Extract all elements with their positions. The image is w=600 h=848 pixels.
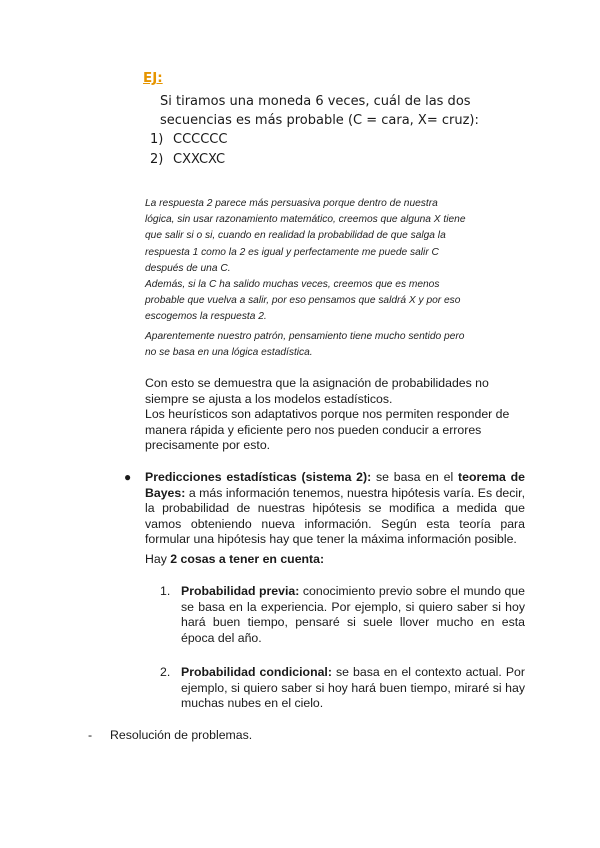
considerations-intro (145, 552, 324, 568)
text-line: Aparentemente nuestro patrón, pensamiento tiene mucho sentido pero (145, 331, 465, 342)
item-text (181, 584, 525, 646)
item-number: 1. (160, 584, 171, 598)
item-number: 2. (160, 665, 171, 679)
text-line: Además, si la C ha salido muchas veces, creemos que es menos (145, 279, 440, 291)
intro-bold: 2 cosas a tener en cuenta: (170, 552, 325, 566)
text-line: precisamente por esto. (145, 438, 271, 453)
dash-item-text: Resolución de problemas. (110, 728, 253, 742)
body-paragraph (145, 376, 515, 454)
text-line: Los heurísticos son adaptativos porque nos permiten responder de (145, 407, 510, 422)
example-question-line: Si tiramos una moneda 6 veces, cuál de las dos (160, 94, 471, 109)
option-number: 1) (150, 132, 164, 147)
text-line: probable que vuelva a salir, por eso pensamos que saldrá X y por eso (145, 295, 461, 307)
bullet-text-b: a más información tenemos, nuestra hipótesis varía. Es decir, la probabilidad de nuestras hipótesis se modifica a medida que vamos obteniendo nueva información. Según esta teoría para formular una hipótesis hay que tener la máxima información posible. (145, 485, 525, 547)
item-body: se basa en el contexto actual. Por ejemplo, si quiero saber si hoy hará buen tiempo, miraré si hay muchas nubes en el cielo. (181, 665, 525, 711)
bullet-text-a: se basa en el (371, 470, 459, 484)
item-title: Probabilidad previa: (181, 584, 300, 598)
italic-paragraph-1 (145, 196, 505, 326)
option-text: CXXCXC (173, 152, 226, 167)
example-options (150, 130, 227, 170)
bullet-icon: ● (124, 470, 132, 484)
bullet-paragraph (145, 470, 525, 548)
example-question (160, 92, 490, 130)
text-line: manera rápida y eficiente pero nos pueden conducir a errores (145, 422, 482, 437)
example-label: EJ: (143, 70, 163, 86)
text-line: Con esto se demuestra que la asignación de probabilidades no (145, 376, 489, 390)
text-line: La respuesta 2 parece más persuasiva porque dentro de nuestra (145, 198, 438, 209)
text-line: no se basa en una lógica estadística. (145, 347, 313, 359)
item-title: Probabilidad condicional: (181, 665, 332, 679)
item-text (181, 665, 525, 712)
bullet-title: Predicciones estadísticas (sistema 2): (145, 470, 372, 484)
example-option (150, 150, 227, 170)
bullet-theorem: teorema de Bayes: (145, 470, 525, 500)
dash-icon: - (88, 728, 93, 742)
example-question-line: secuencias es más probable (C = cara, X= cruz): (160, 113, 479, 128)
text-line: siempre se ajusta a los modelos estadísticos. (145, 391, 393, 406)
text-line: que salir si o si, cuando en realidad la probabilidad de que salga la (145, 230, 446, 242)
text-line: respuesta 1 como la 2 es igual y perfectamente me puede salir C (145, 246, 439, 258)
option-text: CCCCCC (173, 132, 228, 147)
dash-list-item (88, 728, 253, 742)
italic-paragraph-2 (145, 329, 505, 361)
example-option (150, 130, 227, 150)
item-body: conocimiento previo sobre el mundo que se basa en la experiencia. Por ejemplo, si quiero saber si hoy hará buen tiempo, pensaré si suele llover mucho en esta época del año. (181, 584, 525, 645)
text-line: escogemos la respuesta 2. (145, 311, 267, 323)
text-line: después de una C. (145, 262, 231, 274)
intro-prefix: Hay (145, 552, 171, 566)
text-line: lógica, sin usar razonamiento matemático, creemos que alguna X tiene (145, 214, 466, 226)
option-number: 2) (150, 152, 164, 167)
